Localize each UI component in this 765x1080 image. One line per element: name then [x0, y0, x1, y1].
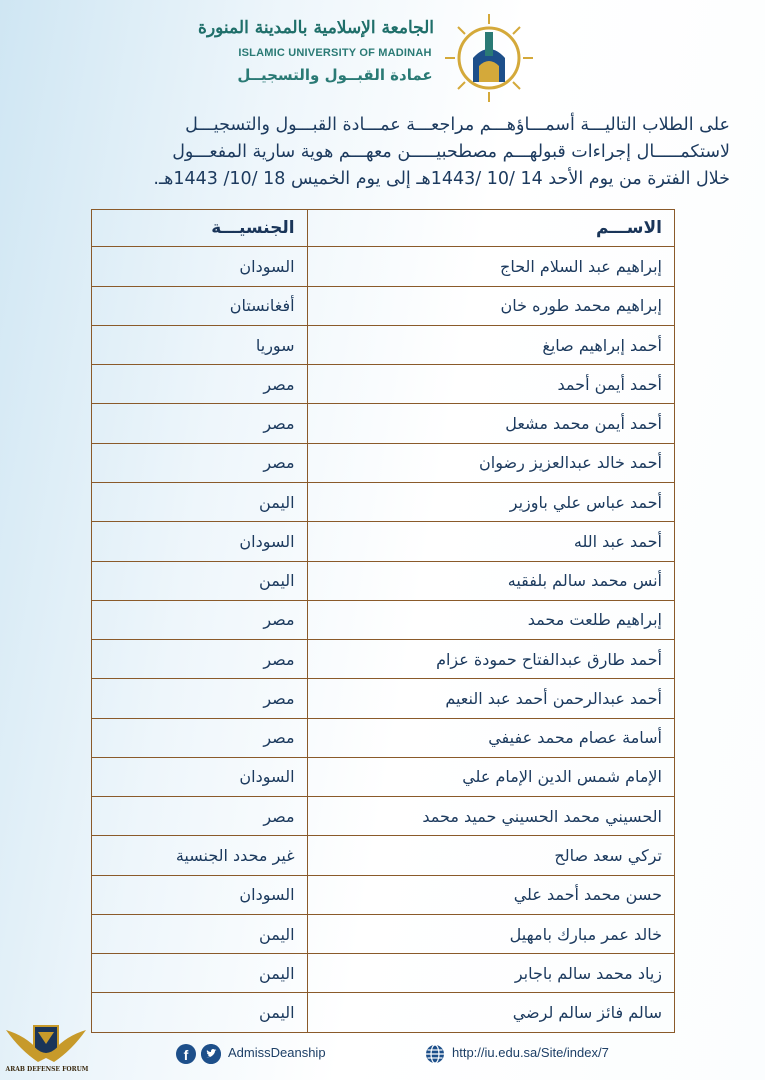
nationality-cell: مصر — [92, 640, 308, 679]
nationality-cell: مصر — [92, 797, 308, 836]
nationality-cell: السودان — [92, 522, 308, 561]
university-name-english: ISLAMIC UNIVERSITY OF MADINAH — [238, 47, 432, 59]
announcement-line: لاستكمـــــال إجراءات قبولهـــم مصطحبيـــــن معهـــم هوية سارية المفعـــول — [172, 142, 730, 162]
student-name-cell: تركي سعد صالح — [307, 836, 674, 875]
table-row — [92, 482, 675, 521]
nationality-cell: السودان — [92, 757, 308, 796]
table-row — [92, 404, 675, 443]
table-row — [92, 875, 675, 914]
nationality-cell: اليمن — [92, 561, 308, 600]
nationality-column-header: الجنسيـــة — [92, 210, 308, 247]
student-name-cell: سالم فائز سالم لرضي — [307, 993, 674, 1033]
student-name-cell: أحمد عباس علي باوزير — [307, 482, 674, 521]
table-row — [92, 836, 675, 875]
table-row — [92, 640, 675, 679]
social-handle[interactable]: AdmissDeanship — [228, 1045, 326, 1060]
table-row — [92, 325, 675, 364]
nationality-cell: اليمن — [92, 914, 308, 953]
student-name-cell: الحسيني محمد الحسيني حميد محمد — [307, 797, 674, 836]
nationality-cell: اليمن — [92, 993, 308, 1033]
nationality-cell: اليمن — [92, 954, 308, 993]
nationality-cell: سوريا — [92, 325, 308, 364]
student-name-cell: أحمد عبد الله — [307, 522, 674, 561]
announcement-line: خلال الفترة من يوم الأحد 14 /10 /1443هـ إلى يوم الخميس 18 /10/ 1443هـ. — [153, 169, 730, 189]
student-name-cell: أحمد أيمن أحمد — [307, 365, 674, 404]
table-row — [92, 718, 675, 757]
university-emblem-icon — [443, 12, 535, 104]
nationality-cell: مصر — [92, 600, 308, 639]
table-row — [92, 286, 675, 325]
nationality-cell: مصر — [92, 365, 308, 404]
table-row — [92, 600, 675, 639]
nationality-cell: مصر — [92, 404, 308, 443]
student-name-cell: إبراهيم عبد السلام الحاج — [307, 247, 674, 286]
table-row — [92, 522, 675, 561]
student-name-cell: خالد عمر مبارك بامهيل — [307, 914, 674, 953]
student-name-cell: حسن محمد أحمد علي — [307, 875, 674, 914]
student-name-cell: أحمد أيمن محمد مشعل — [307, 404, 674, 443]
table-row — [92, 954, 675, 993]
name-column-header: الاســـم — [307, 210, 674, 247]
table-row — [92, 561, 675, 600]
nationality-cell: اليمن — [92, 482, 308, 521]
footer — [0, 1042, 765, 1066]
table-row — [92, 443, 675, 482]
student-name-cell: إبراهيم طلعت محمد — [307, 600, 674, 639]
student-name-cell: إبراهيم محمد طوره خان — [307, 286, 674, 325]
table-row — [92, 914, 675, 953]
student-name-cell: زياد محمد سالم باجابر — [307, 954, 674, 993]
student-name-cell: أنس محمد سالم بلفقيه — [307, 561, 674, 600]
twitter-icon[interactable] — [201, 1044, 221, 1064]
nationality-cell: مصر — [92, 718, 308, 757]
table-row — [92, 993, 675, 1033]
table-row — [92, 679, 675, 718]
table-row — [92, 247, 675, 286]
announcement-line: على الطلاب التاليـــة أسمـــاؤهـــم مراجعـــة عمـــادة القبـــول والتسجيـــل — [185, 115, 730, 135]
table-header-row — [92, 210, 675, 247]
student-name-cell: أحمد إبراهيم صايغ — [307, 325, 674, 364]
student-name-cell: الإمام شمس الدين الإمام علي — [307, 757, 674, 796]
nationality-cell: غير محدد الجنسية — [92, 836, 308, 875]
deanship-name: عمادة القبــول والتسجيــل — [237, 66, 433, 84]
student-name-cell: أحمد عبدالرحمن أحمد عبد النعيم — [307, 679, 674, 718]
nationality-cell: السودان — [92, 247, 308, 286]
student-name-cell: أسامة عصام محمد عفيفي — [307, 718, 674, 757]
nationality-cell: مصر — [92, 443, 308, 482]
nationality-cell: السودان — [92, 875, 308, 914]
announcement-text — [40, 112, 730, 193]
table-row — [92, 365, 675, 404]
table-row — [92, 757, 675, 796]
globe-icon — [425, 1044, 445, 1064]
nationality-cell: مصر — [92, 679, 308, 718]
nationality-cell: أفغانستان — [92, 286, 308, 325]
watermark-text: ARAB DEFENSE FORUM — [5, 1066, 89, 1073]
student-name-cell: أحمد خالد عبدالعزيز رضوان — [307, 443, 674, 482]
students-table — [91, 209, 675, 1033]
facebook-icon[interactable]: f — [176, 1044, 196, 1064]
website-link[interactable]: http://iu.edu.sa/Site/index/7 — [452, 1045, 609, 1060]
university-name-arabic: الجامعة الإسلامية بالمدينة المنورة — [198, 18, 434, 38]
student-name-cell: أحمد طارق عبدالفتاح حمودة عزام — [307, 640, 674, 679]
table-row — [92, 797, 675, 836]
